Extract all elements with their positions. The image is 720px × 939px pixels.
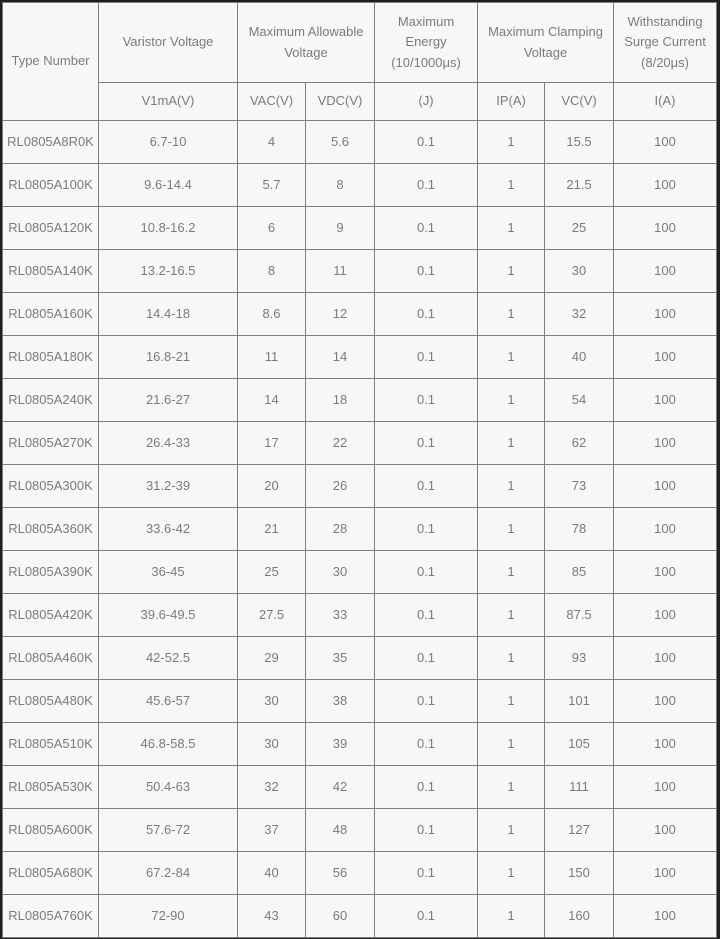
cell-vc: 87.5	[545, 594, 614, 637]
cell-v1ma: 46.8-58.5	[99, 723, 238, 766]
cell-vc: 73	[545, 465, 614, 508]
cell-vc: 62	[545, 422, 614, 465]
cell-v1ma: 26.4-33	[99, 422, 238, 465]
cell-type-number: RL0805A360K	[3, 508, 99, 551]
cell-vdc: 38	[306, 680, 375, 723]
cell-i: 100	[614, 551, 717, 594]
table-row	[3, 895, 717, 938]
cell-j: 0.1	[375, 250, 478, 293]
subheader-v1ma: V1mA(V)	[99, 83, 238, 121]
table-row	[3, 164, 717, 207]
cell-vc: 32	[545, 293, 614, 336]
cell-ip: 1	[478, 594, 545, 637]
table-row	[3, 422, 717, 465]
cell-i: 100	[614, 680, 717, 723]
cell-j: 0.1	[375, 508, 478, 551]
cell-vdc: 18	[306, 379, 375, 422]
table-row	[3, 680, 717, 723]
cell-vc: 40	[545, 336, 614, 379]
cell-vac: 11	[238, 336, 306, 379]
cell-i: 100	[614, 379, 717, 422]
cell-vc: 105	[545, 723, 614, 766]
cell-ip: 1	[478, 551, 545, 594]
cell-vdc: 9	[306, 207, 375, 250]
cell-j: 0.1	[375, 465, 478, 508]
cell-j: 0.1	[375, 207, 478, 250]
cell-v1ma: 45.6-57	[99, 680, 238, 723]
table-body	[3, 121, 717, 938]
cell-type-number: RL0805A140K	[3, 250, 99, 293]
cell-i: 100	[614, 293, 717, 336]
cell-vac: 40	[238, 852, 306, 895]
varistor-spec-table	[2, 2, 717, 938]
cell-ip: 1	[478, 508, 545, 551]
header-type-number: Type Number	[3, 3, 99, 121]
cell-i: 100	[614, 422, 717, 465]
cell-ip: 1	[478, 809, 545, 852]
cell-vc: 30	[545, 250, 614, 293]
cell-vdc: 30	[306, 551, 375, 594]
cell-i: 100	[614, 508, 717, 551]
cell-vdc: 56	[306, 852, 375, 895]
cell-vdc: 8	[306, 164, 375, 207]
cell-vdc: 60	[306, 895, 375, 938]
cell-vc: 25	[545, 207, 614, 250]
cell-type-number: RL0805A600K	[3, 809, 99, 852]
cell-type-number: RL0805A420K	[3, 594, 99, 637]
cell-vc: 78	[545, 508, 614, 551]
subheader-ip: IP(A)	[478, 83, 545, 121]
cell-v1ma: 42-52.5	[99, 637, 238, 680]
cell-type-number: RL0805A760K	[3, 895, 99, 938]
table-header	[3, 3, 717, 121]
cell-i: 100	[614, 723, 717, 766]
cell-vdc: 5.6	[306, 121, 375, 164]
cell-vac: 8.6	[238, 293, 306, 336]
cell-vc: 111	[545, 766, 614, 809]
cell-type-number: RL0805A510K	[3, 723, 99, 766]
cell-vdc: 33	[306, 594, 375, 637]
subheader-vdc: VDC(V)	[306, 83, 375, 121]
cell-i: 100	[614, 594, 717, 637]
cell-j: 0.1	[375, 594, 478, 637]
cell-j: 0.1	[375, 121, 478, 164]
cell-vac: 30	[238, 680, 306, 723]
cell-ip: 1	[478, 336, 545, 379]
cell-ip: 1	[478, 465, 545, 508]
cell-j: 0.1	[375, 852, 478, 895]
table-row	[3, 508, 717, 551]
header-max-energy: Maximum Energy (10/1000μs)	[375, 3, 478, 83]
cell-type-number: RL0805A100K	[3, 164, 99, 207]
cell-j: 0.1	[375, 422, 478, 465]
cell-vc: 85	[545, 551, 614, 594]
cell-j: 0.1	[375, 164, 478, 207]
cell-ip: 1	[478, 766, 545, 809]
cell-vdc: 11	[306, 250, 375, 293]
cell-j: 0.1	[375, 680, 478, 723]
subheader-vc: VC(V)	[545, 83, 614, 121]
cell-vdc: 28	[306, 508, 375, 551]
cell-ip: 1	[478, 379, 545, 422]
table-row	[3, 809, 717, 852]
cell-i: 100	[614, 164, 717, 207]
cell-j: 0.1	[375, 723, 478, 766]
cell-i: 100	[614, 121, 717, 164]
table-row	[3, 766, 717, 809]
cell-vc: 54	[545, 379, 614, 422]
cell-vdc: 35	[306, 637, 375, 680]
cell-vac: 29	[238, 637, 306, 680]
header-max-allowable-voltage: Maximum Allowable Voltage	[238, 3, 375, 83]
cell-type-number: RL0805A460K	[3, 637, 99, 680]
table-row	[3, 293, 717, 336]
cell-j: 0.1	[375, 379, 478, 422]
cell-ip: 1	[478, 680, 545, 723]
cell-vc: 160	[545, 895, 614, 938]
cell-i: 100	[614, 336, 717, 379]
cell-ip: 1	[478, 164, 545, 207]
cell-i: 100	[614, 207, 717, 250]
cell-vac: 30	[238, 723, 306, 766]
cell-i: 100	[614, 465, 717, 508]
cell-i: 100	[614, 852, 717, 895]
cell-v1ma: 14.4-18	[99, 293, 238, 336]
cell-ip: 1	[478, 723, 545, 766]
cell-vac: 43	[238, 895, 306, 938]
header-varistor-voltage: Varistor Voltage	[99, 3, 238, 83]
cell-v1ma: 67.2-84	[99, 852, 238, 895]
cell-vc: 93	[545, 637, 614, 680]
cell-ip: 1	[478, 293, 545, 336]
cell-j: 0.1	[375, 895, 478, 938]
cell-j: 0.1	[375, 809, 478, 852]
cell-v1ma: 72-90	[99, 895, 238, 938]
cell-j: 0.1	[375, 637, 478, 680]
table-row	[3, 121, 717, 164]
table-row	[3, 336, 717, 379]
cell-i: 100	[614, 809, 717, 852]
cell-vac: 25	[238, 551, 306, 594]
cell-j: 0.1	[375, 293, 478, 336]
table-row	[3, 723, 717, 766]
cell-j: 0.1	[375, 551, 478, 594]
cell-vac: 21	[238, 508, 306, 551]
cell-type-number: RL0805A390K	[3, 551, 99, 594]
cell-v1ma: 31.2-39	[99, 465, 238, 508]
cell-type-number: RL0805A180K	[3, 336, 99, 379]
cell-vdc: 26	[306, 465, 375, 508]
cell-vdc: 12	[306, 293, 375, 336]
cell-vac: 32	[238, 766, 306, 809]
cell-j: 0.1	[375, 766, 478, 809]
cell-type-number: RL0805A300K	[3, 465, 99, 508]
cell-vac: 6	[238, 207, 306, 250]
cell-vac: 8	[238, 250, 306, 293]
cell-v1ma: 57.6-72	[99, 809, 238, 852]
header-max-clamping-voltage: Maximum Clamping Voltage	[478, 3, 614, 83]
cell-vc: 150	[545, 852, 614, 895]
cell-vac: 17	[238, 422, 306, 465]
cell-ip: 1	[478, 121, 545, 164]
table-row	[3, 551, 717, 594]
cell-ip: 1	[478, 895, 545, 938]
cell-v1ma: 21.6-27	[99, 379, 238, 422]
cell-type-number: RL0805A270K	[3, 422, 99, 465]
table-row	[3, 637, 717, 680]
cell-v1ma: 10.8-16.2	[99, 207, 238, 250]
cell-type-number: RL0805A120K	[3, 207, 99, 250]
cell-vdc: 39	[306, 723, 375, 766]
subheader-i: I(A)	[614, 83, 717, 121]
cell-type-number: RL0805A480K	[3, 680, 99, 723]
cell-vc: 101	[545, 680, 614, 723]
cell-vc: 127	[545, 809, 614, 852]
cell-ip: 1	[478, 637, 545, 680]
cell-i: 100	[614, 637, 717, 680]
cell-ip: 1	[478, 852, 545, 895]
table-row	[3, 207, 717, 250]
cell-ip: 1	[478, 207, 545, 250]
cell-i: 100	[614, 895, 717, 938]
cell-vdc: 42	[306, 766, 375, 809]
table-row	[3, 250, 717, 293]
header-withstanding-surge-current: Withstanding Surge Current (8/20μs)	[614, 3, 717, 83]
table-row	[3, 465, 717, 508]
cell-vac: 5.7	[238, 164, 306, 207]
cell-vac: 27.5	[238, 594, 306, 637]
cell-j: 0.1	[375, 336, 478, 379]
cell-type-number: RL0805A160K	[3, 293, 99, 336]
cell-vac: 37	[238, 809, 306, 852]
header-row-units	[3, 83, 717, 121]
cell-v1ma: 50.4-63	[99, 766, 238, 809]
cell-v1ma: 33.6-42	[99, 508, 238, 551]
cell-v1ma: 36-45	[99, 551, 238, 594]
table-row	[3, 852, 717, 895]
cell-i: 100	[614, 766, 717, 809]
cell-vdc: 14	[306, 336, 375, 379]
cell-ip: 1	[478, 422, 545, 465]
cell-v1ma: 16.8-21	[99, 336, 238, 379]
header-row-groups	[3, 3, 717, 83]
cell-type-number: RL0805A240K	[3, 379, 99, 422]
cell-type-number: RL0805A8R0K	[3, 121, 99, 164]
cell-vac: 4	[238, 121, 306, 164]
cell-type-number: RL0805A530K	[3, 766, 99, 809]
cell-vdc: 22	[306, 422, 375, 465]
table-row	[3, 379, 717, 422]
cell-v1ma: 6.7-10	[99, 121, 238, 164]
cell-v1ma: 9.6-14.4	[99, 164, 238, 207]
cell-vac: 14	[238, 379, 306, 422]
cell-vc: 21.5	[545, 164, 614, 207]
cell-vc: 15.5	[545, 121, 614, 164]
cell-ip: 1	[478, 250, 545, 293]
cell-vac: 20	[238, 465, 306, 508]
cell-type-number: RL0805A680K	[3, 852, 99, 895]
subheader-vac: VAC(V)	[238, 83, 306, 121]
cell-v1ma: 13.2-16.5	[99, 250, 238, 293]
cell-v1ma: 39.6-49.5	[99, 594, 238, 637]
cell-i: 100	[614, 250, 717, 293]
cell-vdc: 48	[306, 809, 375, 852]
subheader-j: (J)	[375, 83, 478, 121]
table-row	[3, 594, 717, 637]
